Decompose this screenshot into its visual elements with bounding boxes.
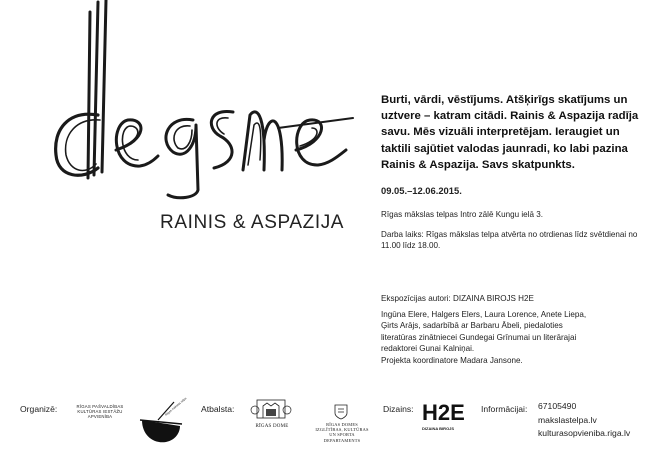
hero-subtitle: RAINIS & ASPAZIJA: [160, 212, 345, 233]
opening-hours: Darba laiks: Rīgas mākslas telpa atvērta no otrdienas līdz svētdienai no 11.00 līdz 18.00.: [381, 229, 638, 251]
riga-dome-text: RĪGAS DOME: [255, 424, 289, 429]
exhibition-dates: 09.05.–12.06.2015.: [381, 185, 462, 197]
contact-block: [538, 400, 630, 441]
info-column: [381, 92, 649, 252]
dept-crest-icon: [334, 404, 348, 420]
authors-block: [381, 293, 649, 367]
support-label: Atbalsta:: [201, 404, 235, 414]
info-label: Informācijai:: [481, 404, 528, 414]
website-link[interactable]: kulturasopvieniba.riga.lv: [538, 428, 631, 438]
organize-label: Organizē:: [20, 404, 58, 414]
website-link[interactable]: makslastelpa.lv: [538, 414, 597, 425]
h2e-subtitle: DIZAINA BIROJS: [422, 426, 455, 431]
authors-line: Ģirts Arājs, sadarbībā ar Barbaru Ābeli, piedaloties: [381, 321, 563, 331]
authors-line: literatūras zinātniecei Gundegai Grīnumai un literārajai: [381, 332, 577, 342]
organizer-emblem-icon: [136, 398, 186, 448]
phone-number: 67105490: [538, 401, 577, 411]
svg-text:Rīgas mākslas telpa: Rīgas mākslas telpa: [164, 396, 188, 417]
design-label: Dizains:: [383, 404, 414, 414]
authors-line: redaktorei Gunai Kalniņai.: [381, 344, 475, 354]
riga-dome-crest-icon: [249, 398, 293, 422]
h2e-logo: [420, 398, 465, 425]
authors-label: Ekspozīcijas autori: DIZAINA BIROJS H2E: [381, 294, 534, 303]
intro-text: Burti, vārdi, vēstījums. Atšķirīgs skatījums un uztvere – katram citādi. Rainis & Aspazija radīja savu. Mēs vizuāli interpretējam. Ieraugiet un taktili sajūtiet valodas jaunradi, ko labi pazina Rainis & Aspazija. Savs skatpunkts.: [381, 94, 639, 171]
dept-text: RĪGAS DOMES IZGLĪTĪBAS, KULTŪRAS UN SPORTA DEPARTAMENTS: [315, 422, 369, 443]
venue-text: Rīgas mākslas telpas Intro zālē Kungu ielā 3.: [381, 210, 543, 220]
organizer-logo-text: RĪGAS PAŠVALDĪBAS KULTŪRAS IESTĀŽU APVIENĪBA: [76, 404, 124, 420]
h2e-logo-text: H2E: [422, 400, 465, 425]
degsme-scribble: [28, 0, 358, 200]
coordinator-line: Projekta koordinatore Madara Jansone.: [381, 355, 523, 365]
hero-logo: [28, 0, 358, 200]
authors-line: Ingūna Elere, Halgers Elers, Laura Lorence, Anete Liepa,: [381, 309, 587, 319]
footer: [0, 392, 660, 452]
